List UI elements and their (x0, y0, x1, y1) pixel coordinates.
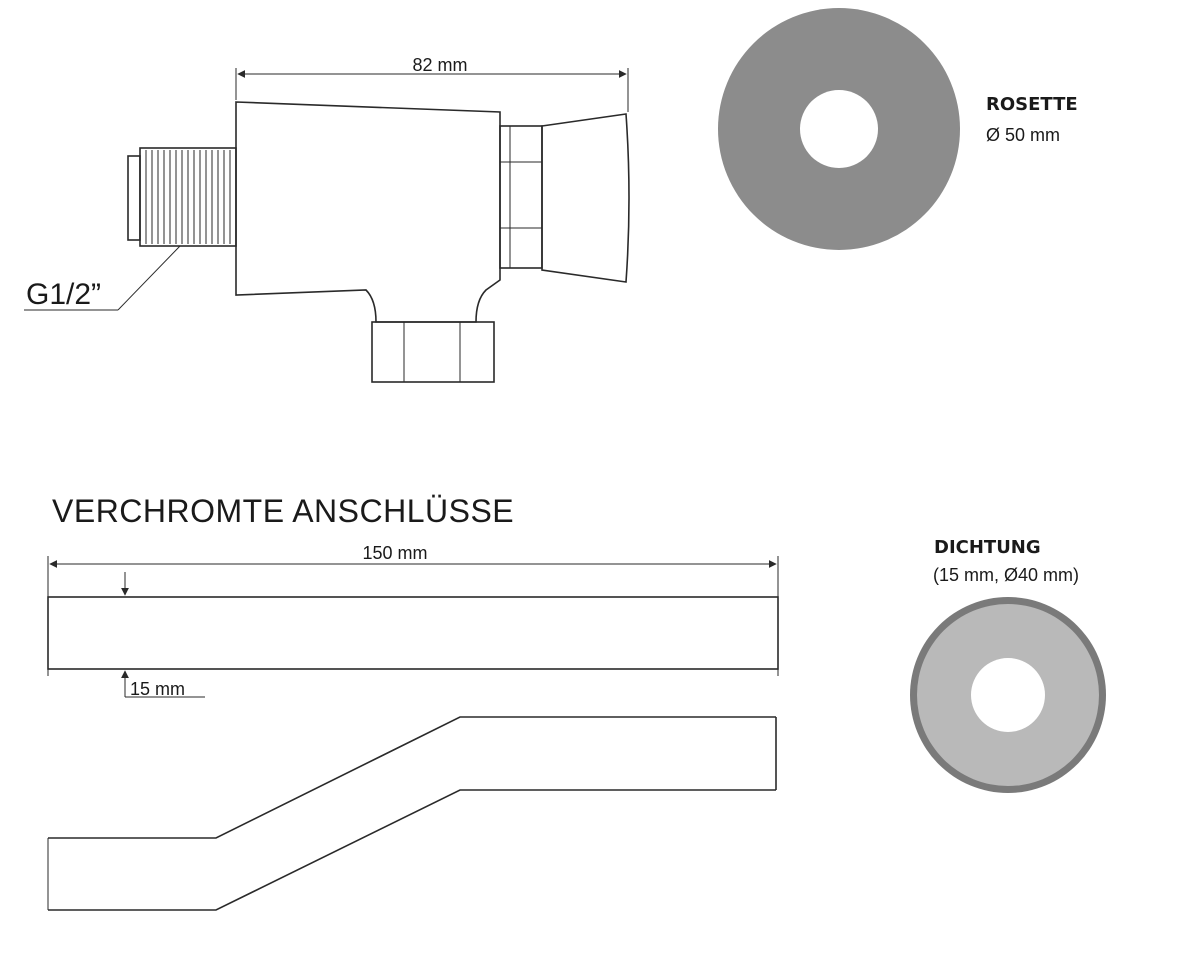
offset-pipe (48, 717, 776, 910)
length-dimension-150 (48, 543, 778, 676)
rosette-diameter: Ø 50 mm (986, 125, 1061, 145)
valve-body (236, 102, 500, 322)
connectors-section (48, 493, 778, 910)
thread-leader (24, 246, 180, 311)
gasket-specs: (15 mm, Ø40 mm) (933, 565, 1080, 585)
valve-collar (500, 126, 542, 268)
gasket-hole (971, 658, 1045, 732)
thread-label: G1/2” (26, 278, 102, 311)
connector-length-label: 150 mm (362, 543, 428, 563)
valve-drawing (24, 55, 629, 382)
connector-diameter-label: 15 mm (130, 679, 186, 699)
thread-lines (146, 150, 230, 244)
gasket-title: DICHTUNG (934, 537, 1041, 558)
threaded-inlet (128, 148, 236, 246)
diameter-dimension-15 (125, 572, 205, 699)
connectors-heading: VERCHROMTE ANSCHLÜSSE (52, 493, 515, 529)
push-button (542, 114, 629, 282)
outlet-nut (372, 322, 494, 382)
rosette-drawing (718, 8, 1078, 250)
straight-pipe (48, 597, 778, 669)
rosette-hole (800, 90, 878, 168)
rosette-title: ROSETTE (986, 94, 1078, 115)
length-dimension-label: 82 mm (412, 55, 468, 75)
gasket-drawing (910, 537, 1106, 793)
